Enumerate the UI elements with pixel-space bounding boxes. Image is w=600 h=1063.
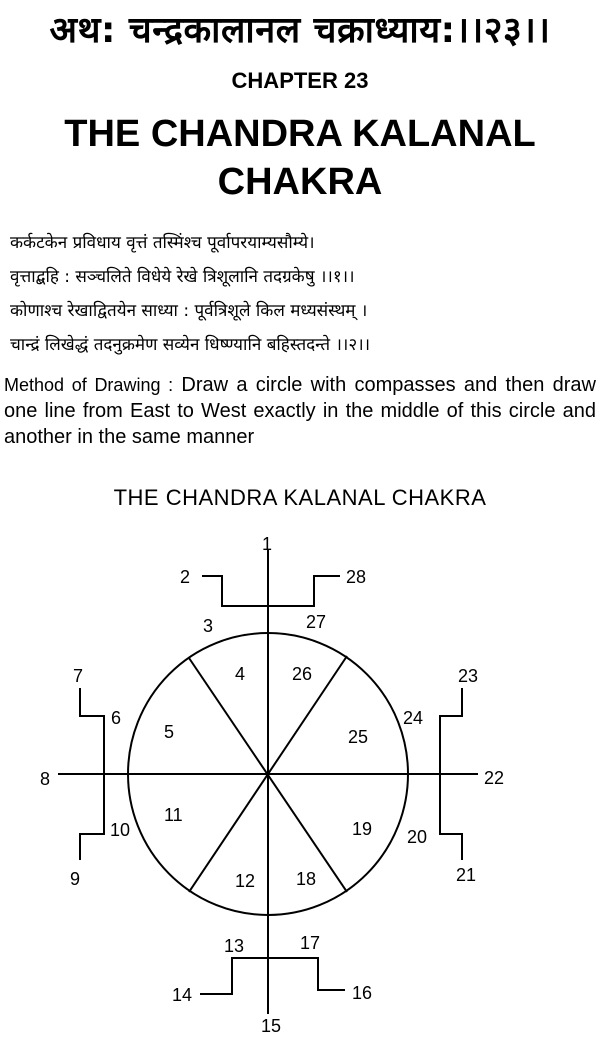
chapter-title-line-2: CHAKRA [217, 161, 383, 203]
label-7: 7 [73, 666, 84, 686]
label-2: 2 [180, 567, 191, 587]
label-20: 20 [407, 827, 428, 847]
label-12: 12 [235, 871, 256, 891]
chapter-title [0, 110, 600, 206]
label-22: 22 [484, 768, 505, 788]
method-text: Draw a circle with compasses and then draw one line from East to West exactly in the middle of this circle and another in the same manner [4, 374, 596, 448]
label-25: 25 [348, 727, 369, 747]
label-16: 16 [352, 983, 373, 1003]
chapter-number: CHAPTER 23 [231, 68, 369, 93]
method-paragraph [4, 372, 596, 450]
verse-line: वृत्ताद्बहि : सञ्चलिते विधेये रेखे त्रिशूलानि तदग्रकेषु ।।१।। [10, 267, 355, 287]
verse-line: कर्कटकेन प्रविधाय वृत्तं तस्मिंश्च पूर्वापरयाम्यसौम्ये। [10, 233, 315, 253]
sanskrit-verses [10, 226, 595, 362]
label-3: 3 [203, 616, 214, 636]
hindi-chapter-heading: अथ: चन्द्रकालानल चक्राध्याय:।।२३।। [49, 10, 551, 51]
label-13: 13 [224, 936, 245, 956]
label-10: 10 [110, 820, 131, 840]
label-4: 4 [235, 664, 246, 684]
label-23: 23 [458, 666, 479, 686]
label-9: 9 [70, 869, 81, 889]
label-14: 14 [172, 985, 193, 1005]
label-19: 19 [352, 819, 373, 839]
chakra-diagram [0, 528, 600, 1063]
trident-north [202, 576, 340, 606]
label-8: 8 [40, 769, 51, 789]
label-26: 26 [292, 664, 313, 684]
label-18: 18 [296, 869, 317, 889]
label-27: 27 [306, 612, 327, 632]
trident-south [200, 958, 345, 994]
diagram-title: THE CHANDRA KALANAL CHAKRA [113, 485, 487, 510]
label-15: 15 [261, 1016, 282, 1036]
label-17: 17 [300, 933, 321, 953]
method-label: Method of Drawing : [4, 375, 174, 395]
label-6: 6 [111, 708, 122, 728]
verse-line: चान्द्रं लिखेद्धं तदनुक्रमेण सव्येन धिष्ण्यानि बहिस्तदन्ते ।।२।। [10, 335, 371, 355]
label-24: 24 [403, 708, 424, 728]
verse-line: कोणाश्च रेखाद्वितयेन साध्या : पूर्वत्रिशूले किल मध्यसंस्थम् । [10, 301, 368, 321]
label-5: 5 [164, 722, 175, 742]
label-1: 1 [262, 534, 273, 554]
label-11: 11 [164, 805, 183, 825]
label-28: 28 [346, 567, 367, 587]
chapter-title-line-1: THE CHANDRA KALANAL [64, 113, 536, 155]
label-21: 21 [456, 865, 477, 885]
